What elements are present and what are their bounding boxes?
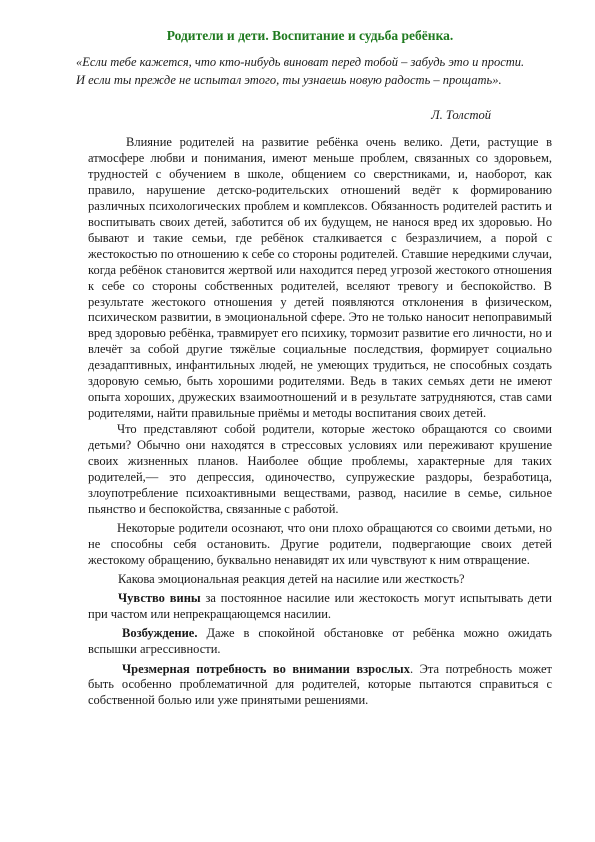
paragraph-question: Какова эмоциональная реакция детей на насилие или жесткость? (118, 571, 465, 586)
paragraph: Что представляют собой родители, которые жестоко обращаются со своими детьми? Обычно они находятся в стрессовых условиях или переживают крушение своих жизненных планов. Наиболее общие проблемы, характерные для таких родителей,— это депрессия, одиночество, супружеские раздоры, безработица, злоупотребление психоактивными веществами, развод, насилие в семье, сильное пьянство и беспокойства, связанные с работой. (88, 422, 552, 516)
term-attention: Чрезмерная потребность во внимании взрослых (122, 661, 410, 676)
term-excitement: Возбуждение. (122, 625, 198, 640)
term-attention-text: . Эта потребность может быть особенно проблематичной для родителей, которые пытаются справиться с собственной болью или уже принятыми решениями. (88, 661, 552, 708)
term-guilt: Чувство вины (118, 590, 201, 605)
epigraph-author: Л. Толстой (431, 108, 491, 122)
term-guilt-text: за постоянное насилие или жестокость могут испытывать дети при частом или непрекращающемся насилии. (88, 590, 552, 621)
term-excitement-text: Даже в спокойной обстановке от ребёнка можно ожидать вспышки агрессивности. (88, 625, 552, 656)
document-body (88, 135, 552, 709)
paragraph-excitement (88, 626, 552, 658)
paragraph: Влияние родителей на развитие ребёнка очень велико. Дети, растущие в атмосфере любви и понимания, имеют меньше проблем, связанных со здоровьем, трудностей с обучением в школе, общением со сверстниками, и, наоборот, как правило, нарушение детско-родительских отношений ведёт к формированию различных психологических проблем и комплексов. Обязанность родителей растить и воспитывать своих детей, заботится об их будущем, не нанося вред их здоровью. Но бывают и такие семьи, где ребёнок сталкивается с безразличием, а порой с жестокостью по отношению к себе со стороны родителей. Ставшие нередкими случаи, когда ребёнок становится жертвой или находится перед угрозой жестокого отношения к себе со стороны собственных родителей, вселяют тревогу и беспокойство. В результате жестокого отношения у детей появляются отклонения в физическом, психическом развитии, в эмоциональной сфере. Это не только наносит непоправимый вред здоровью ребёнка, травмирует его психику, тормозит развитие его личности, но и влечёт за собой другие тяжёлые социальные последствия, формирует социально дезадаптивных, инфантильных людей, не умеющих трудиться, не способных создать здоровую семью, быть хорошими родителями. Ведь в таких семьях дети не имеют опыта хороших, дружеских взаимоотношений и в результате затрудняются, став сами родителями, найти правильные приёмы и методы воспитания своих детей. (88, 135, 552, 421)
paragraph-guilt (88, 591, 552, 623)
paragraph-attention (88, 662, 552, 710)
paragraph: Некоторые родители осознают, что они плохо обращаются со своими детьми, но не способны себя остановить. Другие родители, подвергающие своих детей жестокому обращению, буквально ненавидят их или чувствуют к ним отвращение. (88, 520, 552, 567)
document-title: Родители и дети. Воспитание и судьба ребёнка. (166, 28, 454, 43)
epigraph-quote: «Если тебе кажется, что кто-нибудь виноват перед тобой – забудь это и прости. И если ты прежде не испытал этого, ты узнаешь новую радость – прощать». (76, 55, 525, 87)
